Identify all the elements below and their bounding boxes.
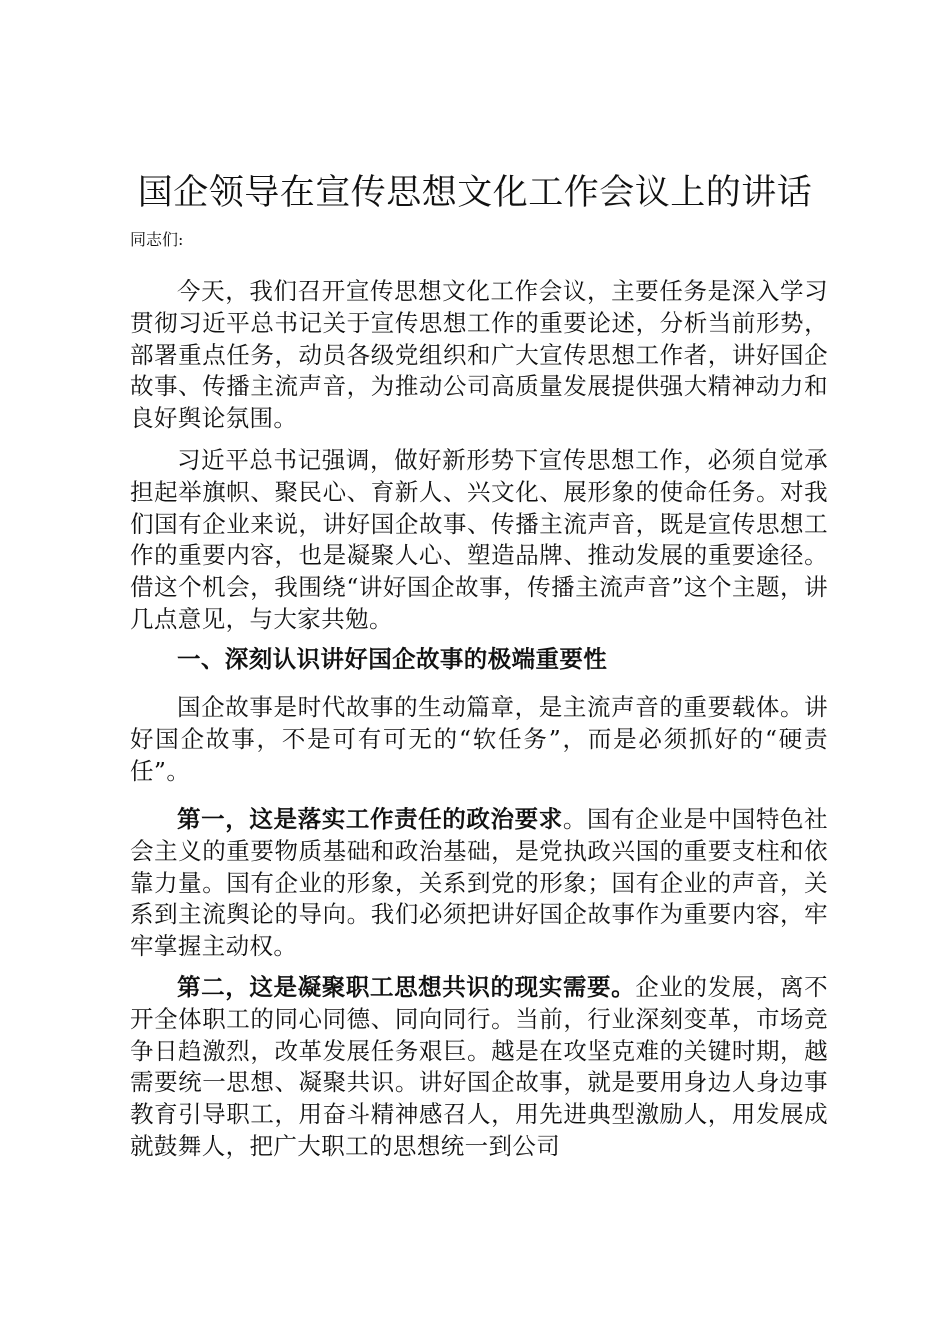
point-two-paragraph (130, 972, 828, 1163)
point-two-lead: 第二，这是凝聚职工思想共识的现实需要。 (177, 973, 636, 1001)
point-one-paragraph (130, 804, 828, 963)
section-heading: 一、深刻认识讲好国企故事的极端重要性 (177, 645, 608, 673)
point-two-body: 企业的发展，离不开全体职工的同心同德、同向同行。当前，行业深刻变革，市场竞争日趋激烈，改革发展任务艰巨。越是在攻坚克难的关键时期，越需要统一思想、凝聚共识。讲好国企故事，就是要用身边人身边事教育引导职工，用奋斗精神感召人，用先进典型激励人，用发展成就鼓舞人，把广大职工的思想统一到公司 (130, 973, 828, 1160)
point-one-lead: 第一，这是落实工作责任的政治要求 (177, 805, 563, 833)
paragraph-background: 习近平总书记强调，做好新形势下宣传思想工作，必须自觉承担起举旗帜、聚民心、育新人、兴文化、展形象的使命任务。对我们国有企业来说，讲好国企故事、传播主流声音，既是宣传思想工作的重要内容，也是凝聚人心、塑造品牌、推动发展的重要途径。借这个机会，我围绕“讲好国企故事，传播主流声音”这个主题，讲几点意见，与大家共勉。 (130, 446, 828, 633)
salutation: 同志们: (130, 230, 184, 249)
point-one-body: 。国有企业是中国特色社会主义的重要物质基础和政治基础，是党执政兴国的重要支柱和依靠力量。国有企业的形象，关系到党的形象；国有企业的声音，关系到主流舆论的导向。我们必须把讲好国企故事作为重要内容，牢牢掌握主动权。 (130, 805, 828, 961)
section-intro-paragraph: 国企故事是时代故事的生动篇章，是主流声音的重要载体。讲好国企故事，不是可有可无的“软任务”，而是必须抓好的“硬责任”。 (130, 693, 828, 785)
paragraph-opening: 今天，我们召开宣传思想文化工作会议，主要任务是深入学习贯彻习近平总书记关于宣传思想工作的重要论述，分析当前形势，部署重点任务，动员各级党组织和广大宣传思想工作者，讲好国企故事、传播主流声音，为推动公司高质量发展提供强大精神动力和良好舆论氛围。 (130, 277, 828, 433)
document-title: 国企领导在宣传思想文化工作会议上的讲话 (137, 173, 813, 213)
